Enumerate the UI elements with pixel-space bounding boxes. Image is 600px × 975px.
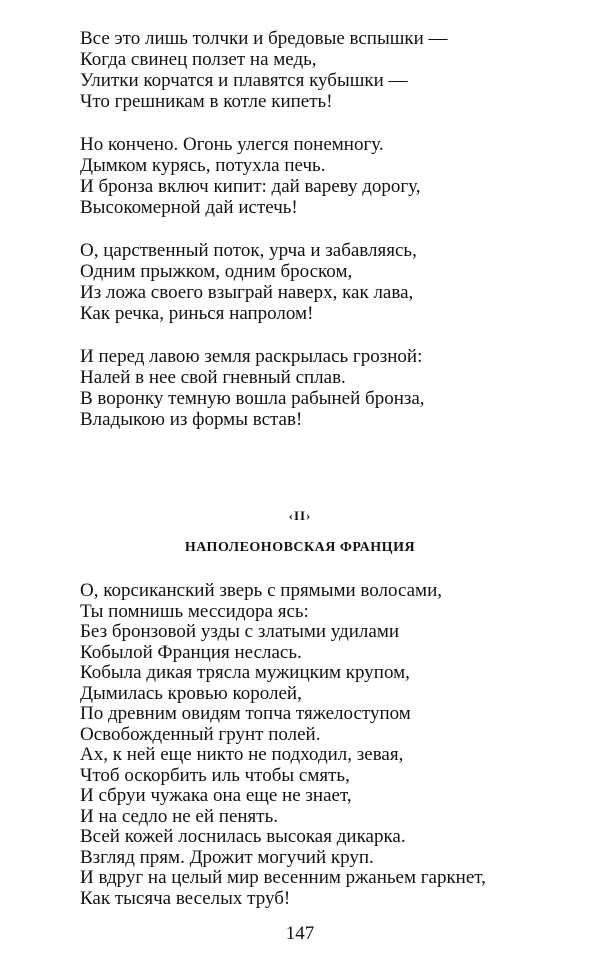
- poem-line: Ах, к ней еще никто не подходил, зевая,: [80, 744, 404, 765]
- poem-line: По древним овидям топча тяжелоступом: [80, 703, 411, 724]
- stanza-3: [80, 240, 560, 324]
- section-number: ‹II›: [288, 508, 312, 523]
- poem-line: Все это лишь толчки и бредовые вспышки —: [80, 28, 448, 49]
- poem-part-two: [80, 581, 580, 909]
- poem-line: Одним прыжком, одним броском,: [80, 261, 353, 282]
- poem-line: И на седло не ей пенять.: [80, 805, 278, 827]
- poem-line: И сбруи чужака она еще не знает,: [80, 785, 352, 806]
- page-number: 147: [285, 923, 315, 944]
- poem-line: О, корсиканский зверь с прямыми волосами,: [80, 580, 443, 601]
- poem-line: Когда свинец ползет на медь,: [80, 49, 317, 70]
- poem-line: Как тысяча веселых труб!: [80, 887, 291, 909]
- poem-line: Взгляд прям. Дрожит могучий круп.: [80, 846, 374, 868]
- poem-line: И бронза включ кипит: дай вареву дорогу,: [80, 176, 421, 197]
- stanza-1: [80, 28, 560, 112]
- poem-line: Из ложа своего взыграй наверх, как лава,: [80, 282, 414, 303]
- poem-line: Но кончено. Огонь улегся понемногу.: [80, 134, 384, 155]
- poem-line: Налей в нее свой гневный сплав.: [80, 367, 346, 388]
- poem-line: Кобыла дикая трясла мужицким крупом,: [80, 662, 410, 683]
- poem-line: Освобожденный грунт полей.: [80, 723, 321, 745]
- poem-line: И перед лавою земля раскрылась грозной:: [80, 346, 423, 367]
- poem-line: О, царственный поток, урча и забавляясь,: [80, 240, 417, 261]
- poem-line: Дымком курясь, потухла печь.: [80, 155, 326, 176]
- poem-line: Улитки корчатся и плавятся кубышки —: [80, 70, 408, 91]
- poem-line: Ты помнишь мессидора ясь:: [80, 600, 309, 622]
- poem-line: Чтоб оскорбить иль чтобы смять,: [80, 764, 350, 786]
- stanza-2: [80, 134, 560, 218]
- poem-line: Кобылой Франция неслась.: [80, 641, 302, 663]
- poem-line: Как речка, ринься напролом!: [80, 303, 314, 324]
- poem-line: Без бронзовой узды с златыми удилами: [80, 621, 400, 642]
- poem-line: Всей кожей лоснилась высокая дикарка.: [80, 826, 406, 847]
- stanza-4: [80, 346, 560, 430]
- poem-line: Что грешникам в котле кипеть!: [80, 91, 333, 112]
- section-title: НАПОЛЕОНОВСКАЯ ФРАНЦИЯ: [184, 540, 416, 555]
- poem-line: И вдруг на целый мир весенним ржаньем гаркнет,: [80, 867, 486, 888]
- poem-line: Высокомерной дай истечь!: [80, 197, 298, 218]
- poem-line: Дымилась кровью королей,: [80, 682, 302, 704]
- poem-part-one: [80, 28, 560, 452]
- poem-line: В воронку темную вошла рабыней бронза,: [80, 388, 425, 409]
- poem-line: Владыкою из формы встав!: [80, 409, 303, 430]
